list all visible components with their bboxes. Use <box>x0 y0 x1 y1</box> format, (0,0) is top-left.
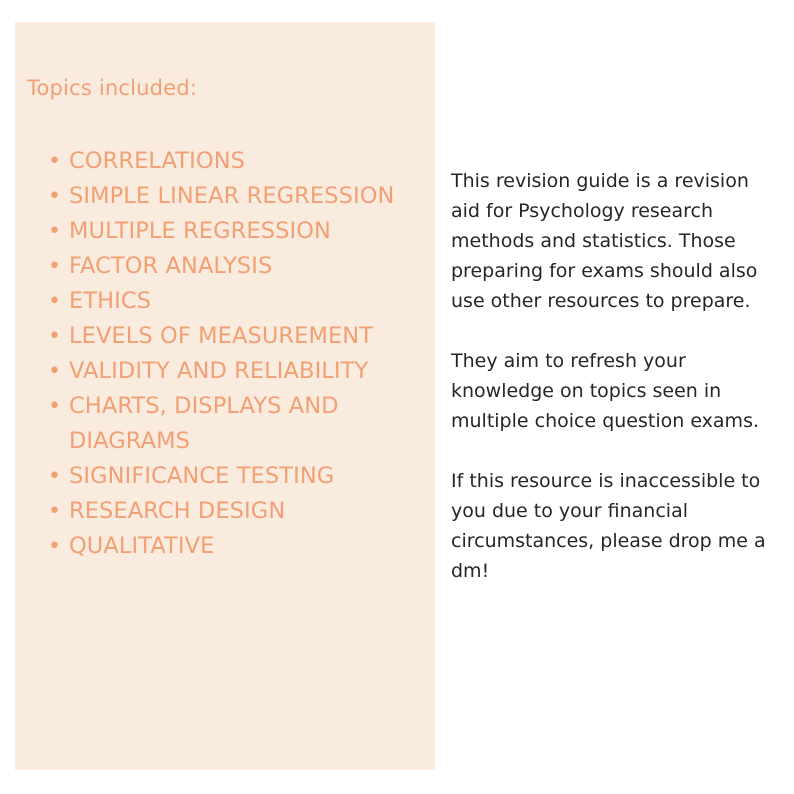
description-paragraph: This revision guide is a revision aid for Psychology research methods and statistics. Those preparing for exams should also use other resources to prepare. <box>451 170 758 312</box>
bullet-icon: • <box>48 184 62 209</box>
topic-item <box>39 494 429 529</box>
topic-item <box>39 319 429 354</box>
topic-label: RESEARCH DESIGN <box>69 498 286 524</box>
topic-label: ETHICS <box>69 288 152 314</box>
bullet-icon: • <box>48 394 62 419</box>
topics-heading: Topics included: <box>27 76 198 100</box>
topic-item <box>39 459 429 494</box>
bullet-icon: • <box>48 289 62 314</box>
topic-item <box>39 214 429 249</box>
topics-panel <box>15 22 435 770</box>
topic-label: CORRELATIONS <box>69 148 246 174</box>
description-paragraph: If this resource is inaccessible to you due to your financial circumstances, please drop me a dm! <box>451 470 766 582</box>
topic-item <box>39 144 429 179</box>
bullet-icon: • <box>48 149 62 174</box>
description-text <box>451 166 776 616</box>
topic-label: MULTIPLE REGRESSION <box>69 218 331 244</box>
bullet-icon: • <box>48 359 62 384</box>
description-paragraph: They aim to refresh your knowledge on topics seen in multiple choice question exams. <box>451 350 760 432</box>
bullet-icon: • <box>48 534 62 559</box>
bullet-icon: • <box>48 254 62 279</box>
bullet-icon: • <box>48 219 62 244</box>
topic-label: QUALITATIVE <box>69 533 215 559</box>
topic-item <box>39 284 429 319</box>
bullet-icon: • <box>48 324 62 349</box>
topic-label: FACTOR ANALYSIS <box>69 253 273 279</box>
topic-label: VALIDITY AND RELIABILITY <box>69 358 369 384</box>
topic-item <box>39 179 429 214</box>
bullet-icon: • <box>48 499 62 524</box>
topic-label: SIGNIFICANCE TESTING <box>69 463 335 489</box>
topic-item <box>39 529 429 564</box>
bullet-icon: • <box>48 464 62 489</box>
topic-item <box>39 249 429 284</box>
topic-label: LEVELS OF MEASUREMENT <box>69 323 374 349</box>
topic-label: CHARTS, DISPLAYS AND DIAGRAMS <box>69 393 339 454</box>
topics-list <box>39 144 429 564</box>
topic-item <box>39 354 429 389</box>
topic-item <box>39 389 429 459</box>
topic-label: SIMPLE LINEAR REGRESSION <box>69 183 395 209</box>
